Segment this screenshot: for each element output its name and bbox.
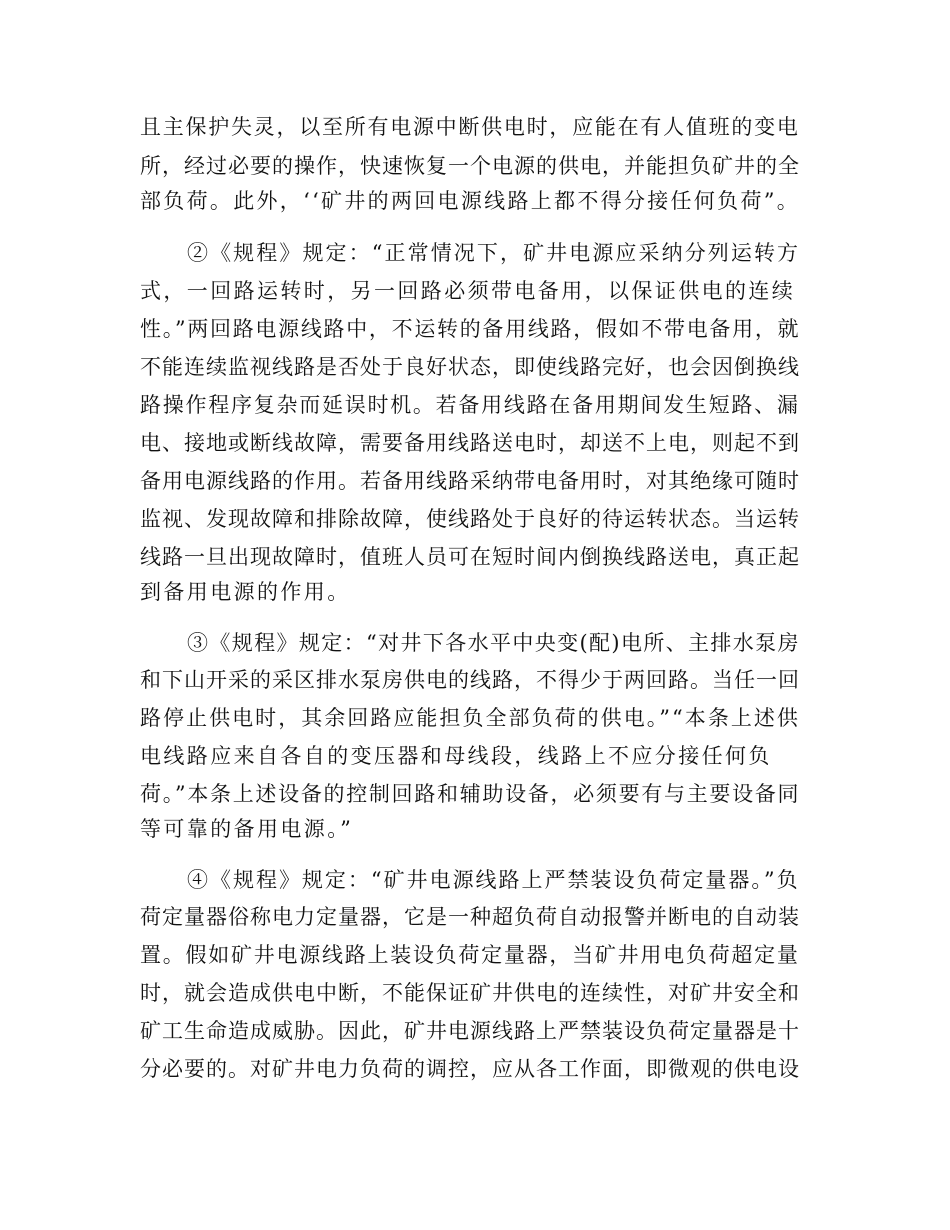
text-line: 路操作程序复杂而延误时机。若备用线路在备用期间发生短路、漏	[140, 393, 800, 417]
text-line: 性。”两回路电源线路中，不运转的备用线路，假如不带电备用，就	[140, 317, 801, 341]
text-line: 置。假如矿井电源线路上装设负荷定量器，当矿井用电负荷超定量	[140, 943, 800, 967]
text-line: 线路一旦出现故障时，值班人员可在短时间内倒换线路送电，真正起	[140, 545, 800, 569]
text-line: 且主保护失灵，以至所有电源中断供电时，应能在有人值班的变电	[140, 115, 800, 139]
text-line: 到备用电源的作用。	[140, 580, 351, 604]
text-line: 等可靠的备用电源。”	[140, 817, 354, 841]
text-line: 电、接地或断线故障，需要备用线路送电时，却送不上电，则起不到	[140, 431, 800, 455]
text-line: ②《规程》规定：“正常情况下，矿井电源应采纳分列运转方	[187, 241, 801, 265]
text-line: 和下山开采的采区排水泵房供电的线路，不得少于两回路。当任一回	[140, 668, 800, 692]
text-line: 分必要的。对矿井电力负荷的调控，应从各工作面，即微观的供电设	[140, 1057, 800, 1081]
text-line: 式，一回路运转时，另一回路必须带电备用，以保证供电的连续	[140, 279, 796, 303]
text-line: 荷定量器俗称电力定量器，它是一种超负荷自动报警并断电的自动装	[140, 905, 800, 929]
text-line: 不能连续监视线路是否处于良好状态，即使线路完好，也会因倒换线	[140, 355, 800, 379]
text-line: ③《规程》规定：“对井下各水平中央变(配)电所、主排水泵房	[187, 631, 800, 655]
text-line: 备用电源线路的作用。若备用线路采纳带电备用时，对其绝缘可随时	[140, 469, 800, 493]
text-line: ④《规程》规定：“矿井电源线路上严禁装设负荷定量器。”负	[187, 868, 800, 892]
text-line: 路停止供电时，其余回路应能担负全部负荷的供电。”“本条上述供	[140, 706, 800, 730]
text-line: 荷。”本条上述设备的控制回路和辅助设备，必须要有与主要设备同	[140, 782, 801, 806]
text-line: 部负荷。此外，‘‘矿井的两回电源线路上都不得分接任何负荷”。	[140, 189, 801, 213]
text-line: 监视、发现故障和排除故障，使线路处于良好的待运转状态。当运转	[140, 507, 800, 531]
text-line: 时，就会造成供电中断，不能保证矿井供电的连续性，对矿井安全和	[140, 981, 800, 1005]
text-line: 矿工生命造成威胁。因此，矿井电源线路上严禁装设负荷定量器是十	[140, 1019, 800, 1043]
text-line: 所，经过必要的操作，快速恢复一个电源的供电，并能担负矿井的全	[140, 154, 800, 178]
text-line: 电线路应来自各自的变压器和母线段，线路上不应分接任何负	[140, 744, 772, 768]
